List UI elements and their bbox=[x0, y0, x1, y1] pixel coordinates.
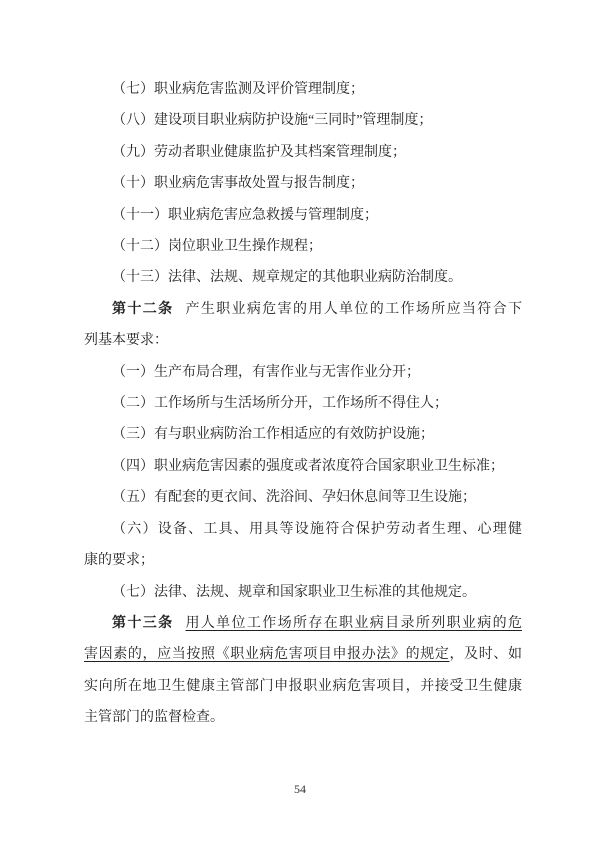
text-line bbox=[84, 702, 522, 733]
text-segment: （七）职业病危害监测及评价管理制度； bbox=[112, 82, 364, 97]
text-segment: （八）建设项目职业病防护设施“三同时”管理制度； bbox=[112, 113, 433, 129]
text-segment: （十二）岗位职业卫生操作规程； bbox=[112, 239, 322, 255]
text-line bbox=[84, 105, 522, 136]
text-line bbox=[84, 451, 522, 482]
text-line bbox=[84, 357, 522, 388]
text-segment: 列基本要求： bbox=[84, 333, 168, 349]
text-line bbox=[84, 168, 522, 199]
text-segment: 主管部门的监督检查。 bbox=[84, 710, 224, 726]
text-line bbox=[84, 514, 522, 545]
text-line bbox=[84, 577, 522, 608]
text-line bbox=[84, 200, 522, 231]
text-segment: （十一）职业病危害应急救援与管理制度； bbox=[112, 207, 378, 223]
text-segment: （一）生产布局合理，有害作业与无害作业分开； bbox=[112, 364, 420, 380]
article-number: 第十三条 bbox=[112, 615, 174, 631]
text-line bbox=[84, 545, 522, 576]
text-line bbox=[84, 262, 522, 293]
text-line bbox=[84, 231, 522, 262]
text-segment: （三）有与职业病防治工作相适应的有效防护设施； bbox=[112, 427, 434, 443]
text-segment: （九）劳动者职业健康监护及其档案管理制度； bbox=[112, 144, 406, 160]
text-line bbox=[84, 294, 522, 325]
text-line bbox=[84, 325, 522, 356]
text-segment: ，及时、如 bbox=[449, 647, 522, 663]
text-line bbox=[84, 639, 522, 670]
text-line bbox=[84, 671, 522, 702]
text-segment: （六）设备、工具、用具等设施符合保护劳动者生理、心理健 bbox=[112, 521, 522, 537]
text-line bbox=[84, 388, 522, 419]
text-segment: 用人单位工作场所存在职业病目录所列职业病的危 bbox=[185, 615, 523, 631]
text-line bbox=[84, 419, 522, 450]
text-segment: （二）工作场所与生活场所分开，工作场所不得住人； bbox=[112, 396, 448, 412]
text-segment: （十）职业病危害事故处置与报告制度； bbox=[112, 176, 364, 192]
page-number: 54 bbox=[294, 782, 306, 796]
text-segment: 实向所在地卫生健康主管部门申报职业病危害项目，并接受卫生健康 bbox=[84, 678, 522, 694]
text-segment: （十三）法律、法规、规章规定的其他职业病防治制度。 bbox=[112, 270, 462, 286]
text-segment: 害因素的，应当按照《职业病危害项目申报办法》的规定 bbox=[84, 647, 450, 663]
text-line bbox=[84, 482, 522, 513]
text-line bbox=[84, 608, 522, 639]
text-segment: 产生职业病危害的用人单位的工作场所应当符合下 bbox=[185, 301, 523, 317]
text-line bbox=[84, 74, 522, 105]
text-segment: 康的要求； bbox=[84, 553, 154, 569]
text-segment: （四）职业病危害因素的强度或者浓度符合国家职业卫生标准； bbox=[112, 458, 504, 474]
document-body bbox=[84, 74, 522, 734]
text-segment: （五）有配套的更衣间、洗浴间、孕妇休息间等卫生设施； bbox=[112, 490, 476, 506]
text-segment: （七）法律、法规、规章和国家职业卫生标准的其他规定。 bbox=[112, 584, 476, 600]
article-number: 第十二条 bbox=[112, 301, 174, 317]
text-line bbox=[84, 137, 522, 168]
